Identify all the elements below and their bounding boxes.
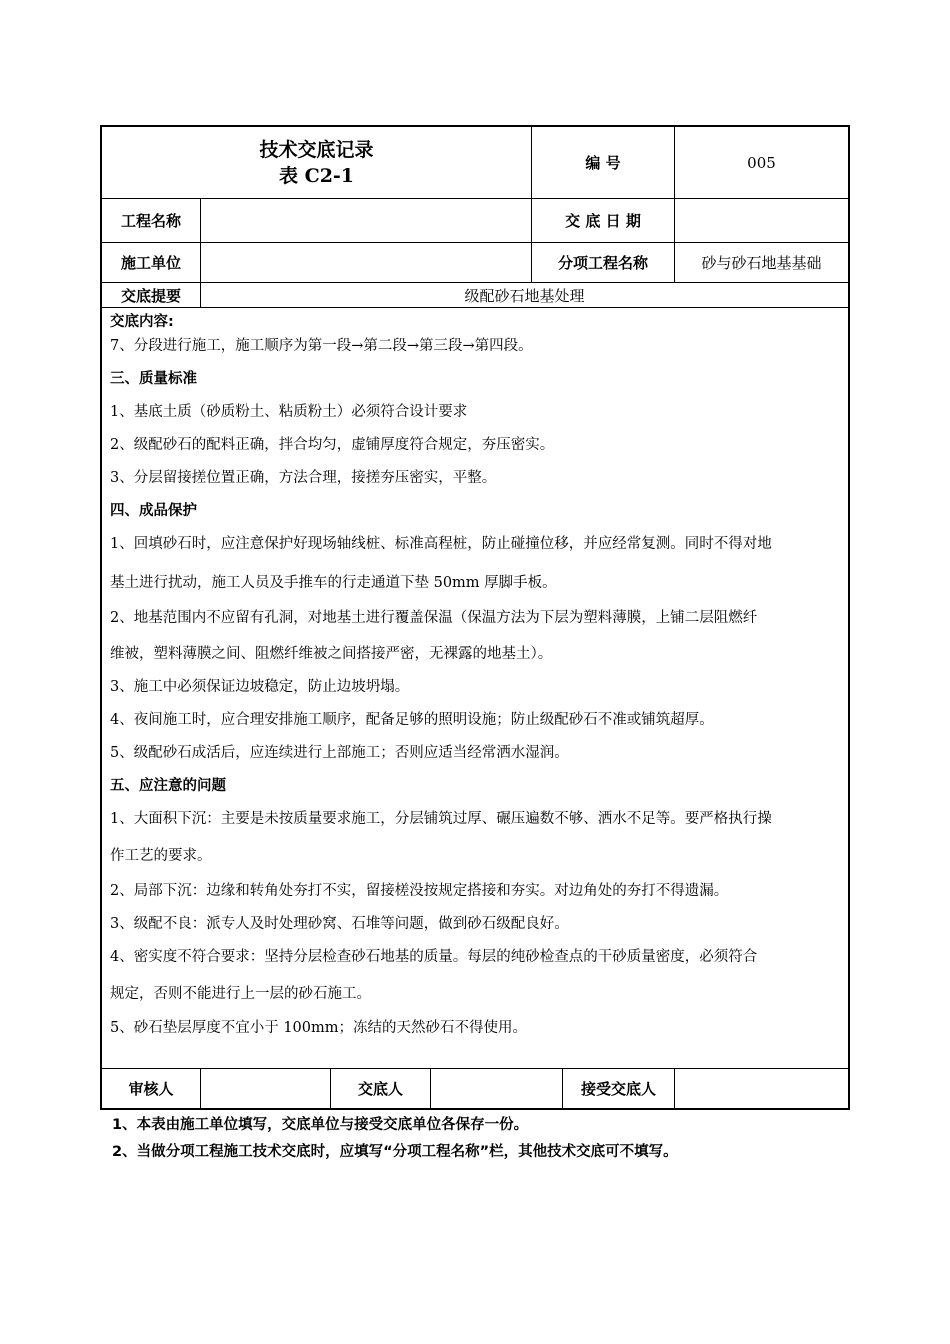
content-line: 7、分段进行施工，施工顺序为第一段→第二段→第三段→第四段。 xyxy=(110,338,533,354)
footnote: 1、本表由施工单位填写，交底单位与接受交底单位各保存一份。 xyxy=(112,1117,529,1133)
content-line: 4、夜间施工时，应合理安排施工顺序，配备足够的照明设施；防止级配砂石不准或铺筑超厚。 xyxy=(110,712,714,728)
project-name-field[interactable] xyxy=(201,199,531,242)
content-line: 规定，否则不能进行上一层的砂石施工。 xyxy=(110,986,371,1002)
content-line: 3、施工中必须保证边坡稳定，防止边坡坍塌。 xyxy=(110,679,410,695)
project-name-label: 工程名称 xyxy=(120,212,181,230)
form-title-line2: 表 C2-1 xyxy=(278,164,355,187)
discloser-label: 交底人 xyxy=(357,1080,403,1098)
footnotes xyxy=(112,1112,678,1166)
footnote: 2、当做分项工程施工技术交底时，应填写“分项工程名称”栏，其他技术交底可不填写。 xyxy=(112,1144,678,1160)
content-line: 1、大面积下沉：主要是未按质量要求施工，分层铺筑过厚、碾压遍数不够、洒水不足等。要严格执行操 xyxy=(110,811,772,827)
sub-project-value: 砂与砂石地基基础 xyxy=(701,254,822,272)
unit-field[interactable] xyxy=(201,243,531,282)
form-title-line1: 技术交底记录 xyxy=(259,138,374,161)
content-line: 5、级配砂石成活后，应连续进行上部施工；否则应适当经常洒水湿润。 xyxy=(110,745,569,761)
summary-value: 级配砂石地基处理 xyxy=(464,286,585,305)
content-line: 3、分层留接搓位置正确，方法合理，接搓夯压密实，平整。 xyxy=(110,470,497,486)
content-line: 5、砂石垫层厚度不宜小于 100mm；冻结的天然砂石不得使用。 xyxy=(110,1020,528,1036)
grid-line xyxy=(102,307,848,308)
content-line: 4、密实度不符合要求：坚持分层检查砂石地基的质量。每层的纯砂检查点的干砂质量密度，必须符合 xyxy=(110,949,758,965)
section-heading: 三、质量标准 xyxy=(110,371,197,387)
date-field[interactable] xyxy=(675,199,848,242)
reviewer-field[interactable] xyxy=(201,1069,330,1108)
content-line: 基土进行扰动，施工人员及手推车的行走通道下垫 50mm 厚脚手板。 xyxy=(110,575,557,591)
date-label: 交 底 日 期 xyxy=(565,212,641,230)
section-heading: 四、成品保护 xyxy=(110,503,197,519)
sub-project-label: 分项工程名称 xyxy=(557,254,648,272)
technical-disclosure-form xyxy=(100,125,850,1110)
receiver-label: 接受交底人 xyxy=(580,1080,656,1098)
form-title xyxy=(102,127,531,198)
content-line: 1、回填砂石时，应注意保护好现场轴线桩、标准高程桩，防止碰撞位移，并应经常复测。同时不得对地 xyxy=(110,536,772,552)
number-value: 005 xyxy=(747,153,776,172)
summary-label: 交底提要 xyxy=(120,286,181,305)
unit-label: 施工单位 xyxy=(120,254,181,272)
content-heading: 交底内容: xyxy=(110,314,174,330)
content-line: 作工艺的要求。 xyxy=(110,848,212,864)
content-line: 3、级配不良：派专人及时处理砂窝、石堆等问题，做到砂石级配良好。 xyxy=(110,916,569,932)
section-heading: 五、应注意的问题 xyxy=(110,778,226,794)
content-line: 1、基底土质（砂质粉土、粘质粉土）必须符合设计要求 xyxy=(110,404,468,420)
content-line: 2、地基范围内不应留有孔洞，对地基土进行覆盖保温（保温方法为下层为塑料薄膜，上铺二层阻燃纤 xyxy=(110,610,758,626)
content-line: 2、级配砂石的配料正确，拌合均匀，虚铺厚度符合规定，夯压密实。 xyxy=(110,437,555,453)
receiver-field[interactable] xyxy=(675,1069,848,1108)
content-line: 2、局部下沉：边缘和转角处夯打不实，留接槎没按规定搭接和夯实。对边角处的夯打不得遗漏。 xyxy=(110,883,729,899)
number-label: 编 号 xyxy=(585,154,621,172)
content-line: 维被，塑料薄膜之间、阻燃纤维被之间搭接严密，无裸露的地基土）。 xyxy=(110,646,553,662)
reviewer-label: 审核人 xyxy=(128,1080,174,1098)
discloser-field[interactable] xyxy=(431,1069,562,1108)
